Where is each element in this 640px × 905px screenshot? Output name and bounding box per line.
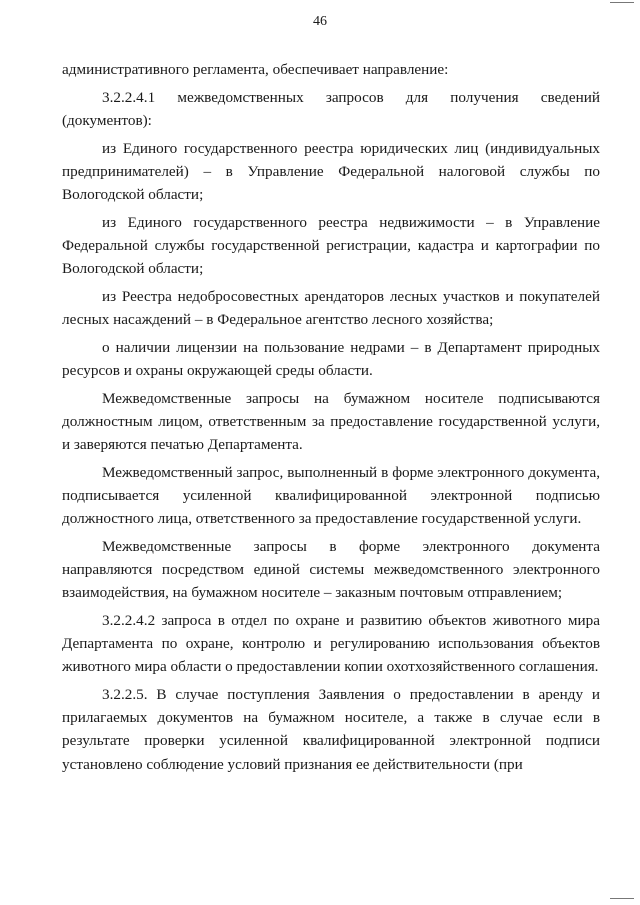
paragraph-legal-entities-registry: из Единого государственного реестра юридических лиц (индивидуальных предпринимателей) – в Управление Федеральной налоговой службы по Вологодской области; (62, 139, 600, 204)
paragraph-request-delivery: Межведомственные запросы в форме электронного документа направляются посредством единой системы межведомственного электронного взаимодействия, на бумажном носителе – заказным почтовым отправлением; (62, 537, 600, 602)
document-body (62, 58, 600, 780)
scan-corner-mark (610, 898, 634, 902)
paragraph-paper-requests: Межведомственные запросы на бумажном носителе подписываются должностным лицом, ответственным за предоставление государственной услуги, и заверяются печатью Департамента. (62, 389, 600, 454)
paragraph-interagency-requests: 3.2.2.4.1 межведомственных запросов для получения сведений (документов): (62, 88, 600, 129)
paragraph-electronic-request: Межведомственный запрос, выполненный в форме электронного документа, подписывается усиленной квалифицированной электронной подписью должностного лица, ответственного за предоставление государственной услуги. (62, 463, 600, 528)
paragraph-wildlife-request: 3.2.2.4.2 запроса в отдел по охране и развитию объектов животного мира Департамента по охране, контролю и регулированию использования объектов животного мира области о предоставлении копии охотхозяйственного соглашения. (62, 611, 600, 676)
paragraph-application-receipt: 3.2.2.5. В случае поступления Заявления о предоставлении в аренду и прилагаемых документов на бумажном носителе, а также в случае если в результате проверки усиленной квалифицированной электронной подписи установлено соблюдение условий признания ее действительности (при (62, 686, 600, 773)
scan-corner-mark (610, 2, 634, 6)
paragraph-real-estate-registry: из Единого государственного реестра недвижимости – в Управление Федеральной службы государственной регистрации, кадастра и картографии по Вологодской области; (62, 213, 600, 278)
paragraph-forest-tenants-registry: из Реестра недобросовестных арендаторов лесных участков и покупателей лесных насаждений – в Федеральное агентство лесного хозяйства; (62, 287, 600, 329)
page-number: 46 (313, 14, 327, 29)
paragraph-continuation: административного регламента, обеспечивает направление: (62, 61, 449, 78)
paragraph-subsoil-license: о наличии лицензии на пользование недрами – в Департамент природных ресурсов и охраны окружающей среды области. (62, 338, 600, 379)
